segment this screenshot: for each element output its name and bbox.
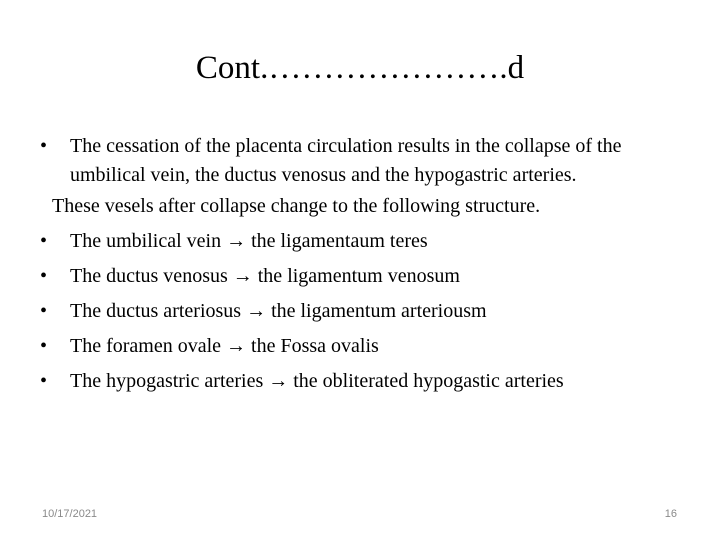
bullet-item-text: The foramen ovale → the Fossa ovalis — [70, 335, 379, 357]
footer-page-number: 16 — [664, 508, 677, 520]
bullet-item-text: The ductus venosus → the ligamentum venosum — [70, 265, 460, 287]
bullet-dot: • — [40, 265, 48, 287]
transition-line: These vesels after collapse change to the following structure. — [52, 195, 541, 217]
bullet-dot: • — [40, 335, 48, 357]
footer-date: 10/17/2021 — [42, 508, 98, 520]
bullet-intro-text: The cessation of the placenta circulation results in the collapse of the umbilical vein, the ductus venosus and the hypogastric arteries. — [70, 135, 622, 186]
bullet-item-text: The hypogastric arteries → the obliterated hypogastic arteries — [70, 370, 564, 392]
slide-content — [40, 132, 690, 402]
slide-title: Cont.………………….d — [195, 50, 525, 86]
bullet-item — [40, 367, 690, 396]
bullet-item-text: The umbilical vein → the ligamentaum teres — [70, 230, 428, 252]
bullet-item — [40, 262, 690, 291]
bullet-dot: • — [40, 300, 48, 322]
bullet-dot: • — [40, 370, 48, 392]
bullet-item — [40, 332, 690, 361]
bullet-intro — [40, 132, 690, 190]
bullet-item-text: The ductus arteriosus → the ligamentum arteriousm — [70, 300, 487, 322]
bullet-item — [40, 297, 690, 326]
bullet-item — [40, 227, 690, 256]
bullet-dot: • — [40, 230, 48, 252]
bullet-dot: • — [40, 135, 48, 157]
